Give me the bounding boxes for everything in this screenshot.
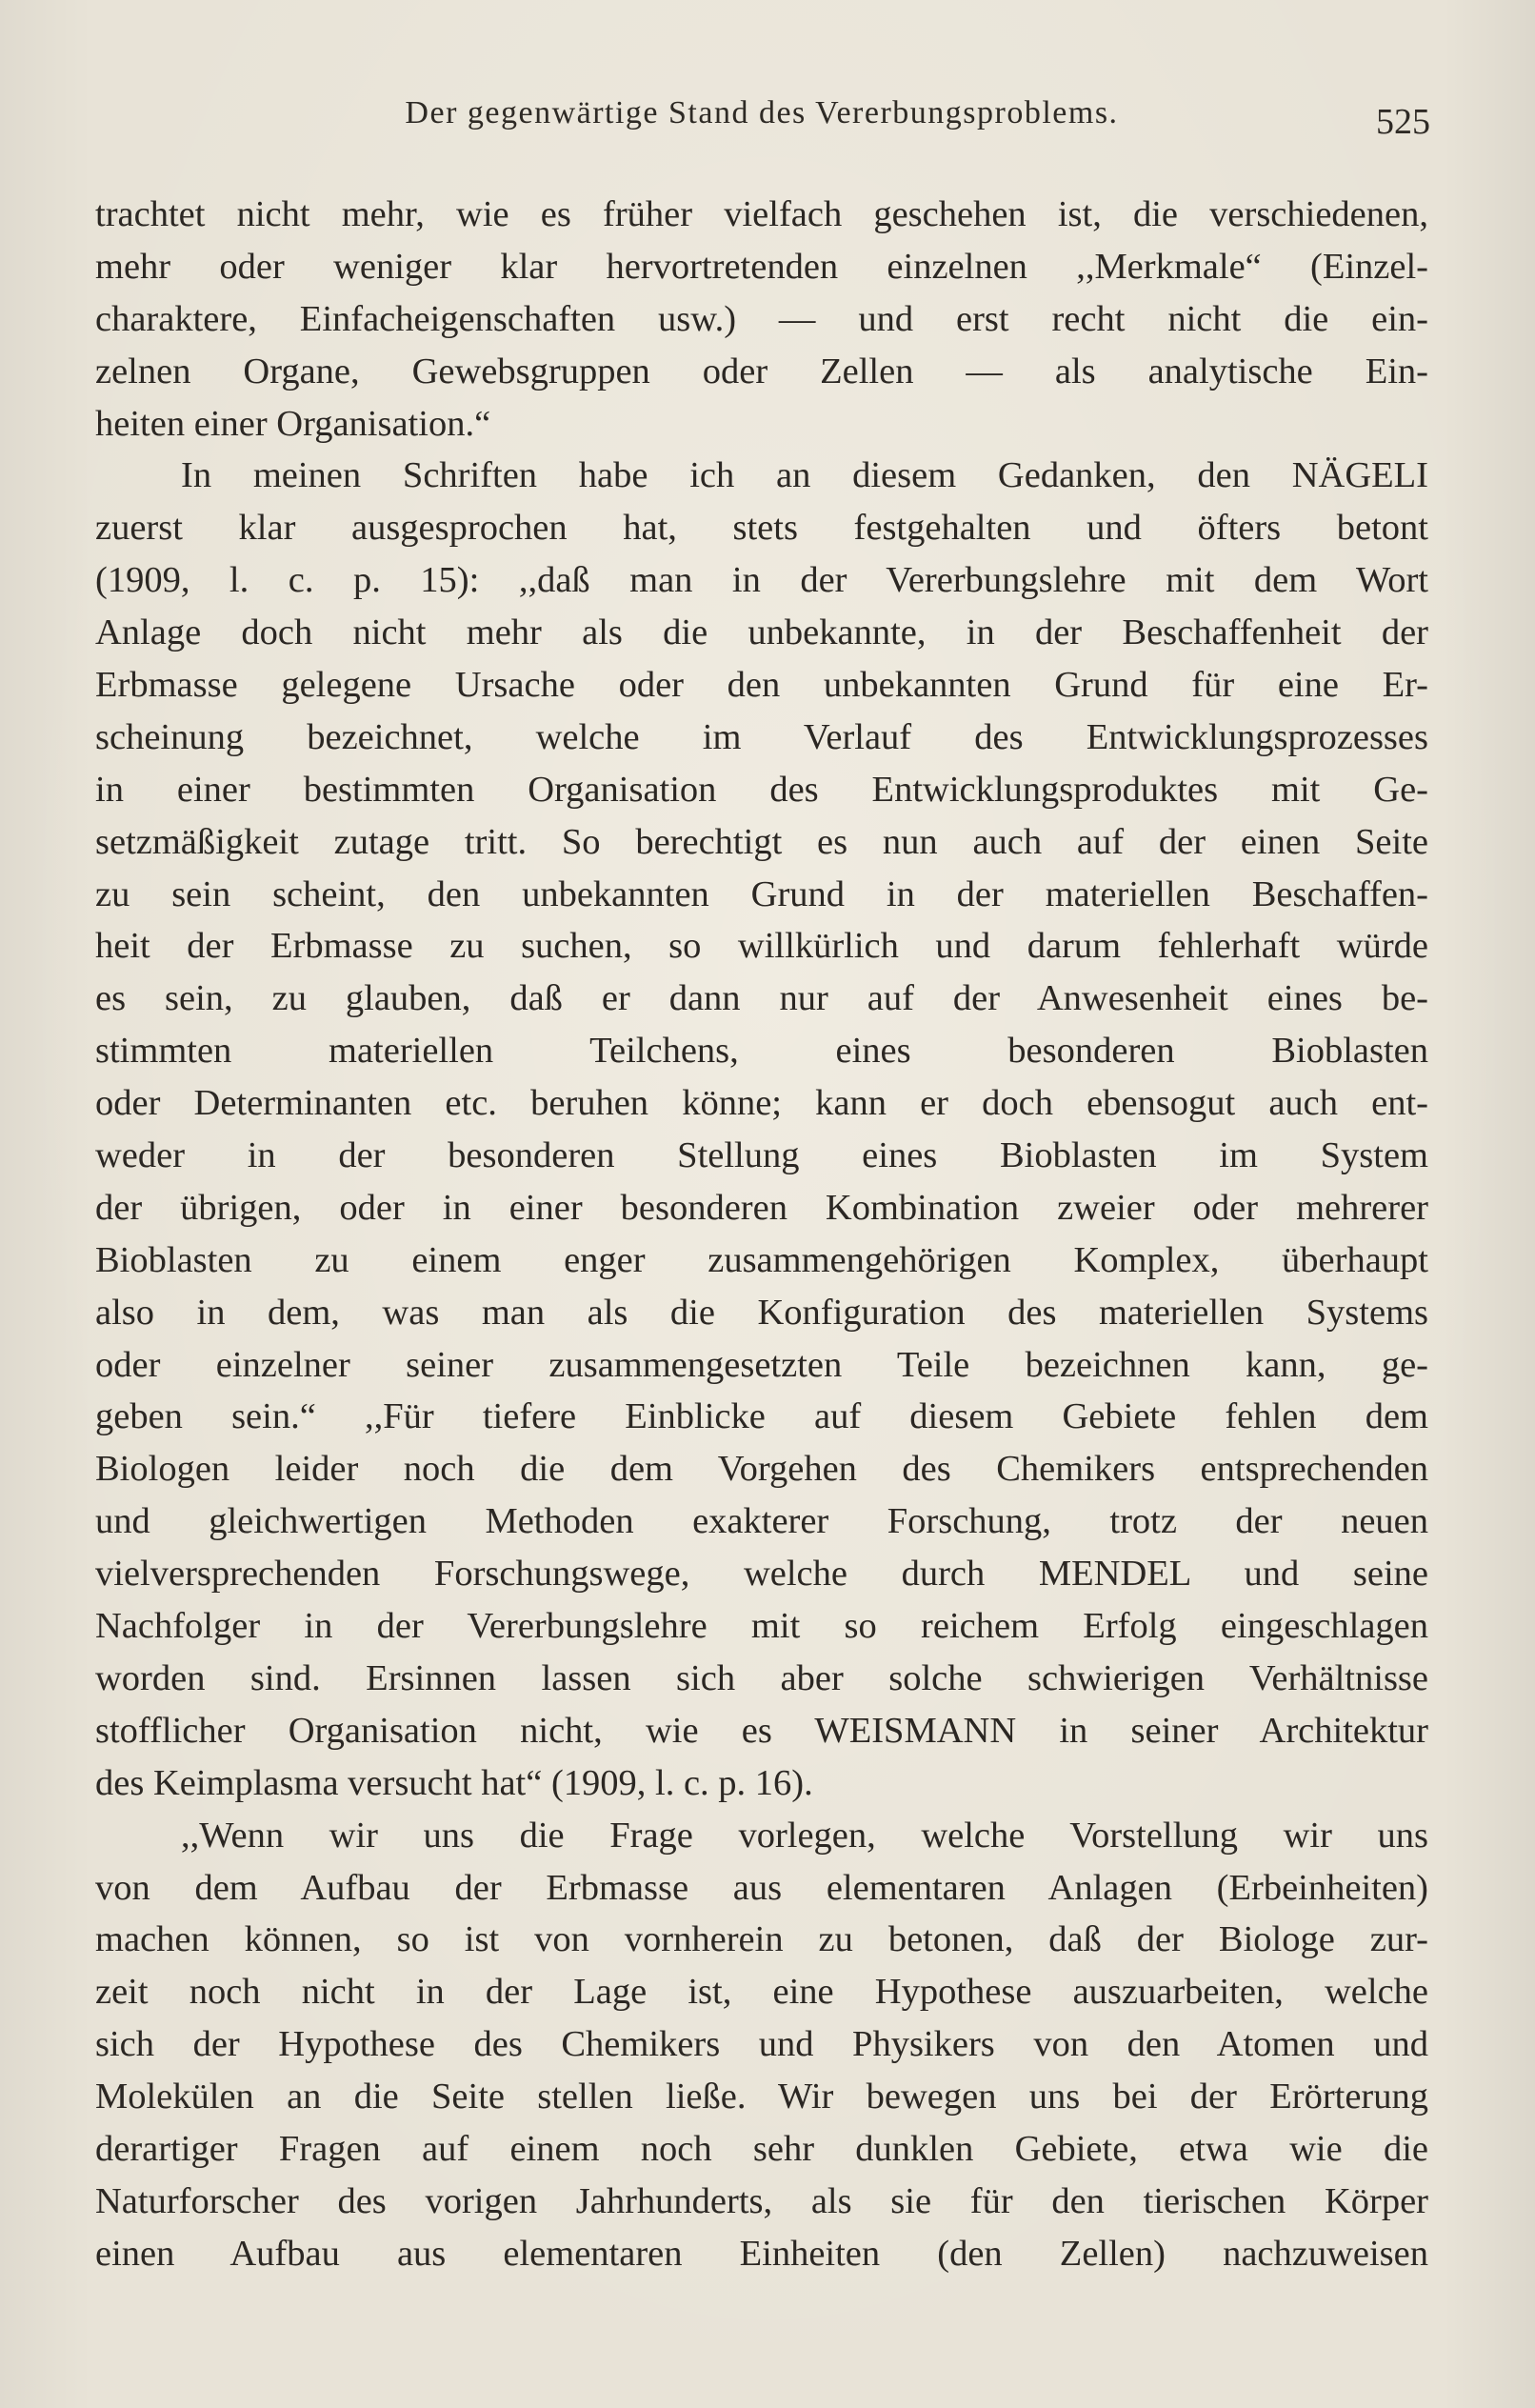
text-line: stofflicher Organisation nicht, wie es WEISMANN in seiner Architektur: [95, 1710, 1428, 1751]
text-line: derartiger Fragen auf einem noch sehr dunklen Gebiete, etwa wie die: [95, 2128, 1428, 2169]
text-line: setzmäßigkeit zutage tritt. So berechtigt es nun auch auf der einen Seite: [95, 821, 1428, 862]
text-line: oder einzelner seiner zusammengesetzten Teile bezeichnen kann, ge-: [95, 1344, 1428, 1385]
body-text: [95, 189, 1428, 2280]
page-number: 525: [1376, 102, 1430, 142]
text-line: heiten einer Organisation.“: [95, 403, 491, 444]
text-line: zuerst klar ausgesprochen hat, stets festgehalten und öfters betont: [95, 508, 1428, 549]
text-line: machen können, so ist von vornherein zu betonen, daß der Biologe zur-: [95, 1919, 1428, 1960]
running-title: Der gegenwärtige Stand des Vererbungsproblems.: [405, 95, 1119, 130]
text-line: Erbmasse gelegene Ursache oder den unbekannten Grund für eine Er-: [95, 665, 1428, 706]
text-line: in einer bestimmten Organisation des Entwicklungsproduktes mit Ge-: [95, 769, 1428, 810]
text-line: oder Determinanten etc. beruhen könne; kann er doch ebensogut auch ent-: [95, 1083, 1428, 1124]
text-line: (1909, l. c. p. 15): ,,daß man in der Vererbungslehre mit dem Wort: [95, 560, 1428, 601]
text-line: In meinen Schriften habe ich an diesem Gedanken, den NÄGELI: [181, 455, 1428, 496]
text-line: des Keimplasma versucht hat“ (1909, l. c. p. 16).: [95, 1762, 813, 1803]
text-line: stimmten materiellen Teilchens, eines besonderen Bioblasten: [95, 1031, 1428, 1072]
text-line: Anlage doch nicht mehr als die unbekannte, in der Beschaffenheit der: [95, 612, 1428, 653]
text-line: zelnen Organe, Gewebsgruppen oder Zellen — als analytische Ein-: [95, 351, 1428, 391]
text-line: und gleichwertigen Methoden exakterer Forschung, trotz der neuen: [95, 1501, 1428, 1542]
text-line: Nachfolger in der Vererbungslehre mit so reichem Erfolg eingeschlagen: [95, 1606, 1428, 1647]
running-head: [95, 88, 1428, 145]
text-line: worden sind. Ersinnen lassen sich aber solche schwierigen Verhältnisse: [95, 1657, 1428, 1698]
text-line: mehr oder weniger klar hervortretenden einzelnen ,,Merkmale“ (Einzel-: [95, 246, 1428, 287]
text-line: zu sein scheint, den unbekannten Grund in der materiellen Beschaffen-: [95, 873, 1428, 914]
text-line: ,,Wenn wir uns die Frage vorlegen, welche Vorstellung wir uns: [181, 1815, 1428, 1856]
text-line: Biologen leider noch die dem Vorgehen des Chemikers entsprechenden: [95, 1449, 1428, 1490]
text-line: scheinung bezeichnet, welche im Verlauf des Entwicklungsprozesses: [95, 716, 1428, 757]
text-line: heit der Erbmasse zu suchen, so willkürlich und darum fehlerhaft würde: [95, 926, 1428, 967]
text-line: geben sein.“ ,,Für tiefere Einblicke auf diesem Gebiete fehlen dem: [95, 1396, 1428, 1437]
text-line: charaktere, Einfacheigenschaften usw.) — und erst recht nicht die ein-: [95, 298, 1428, 339]
text-line: einen Aufbau aus elementaren Einheiten (den Zellen) nachzuweisen: [95, 2233, 1428, 2274]
text-line: es sein, zu glauben, daß er dann nur auf der Anwesenheit eines be-: [95, 978, 1428, 1019]
text-line: vielversprechenden Forschungswege, welche durch MENDEL und seine: [95, 1554, 1428, 1595]
text-line: trachtet nicht mehr, wie es früher vielfach geschehen ist, die verschiedenen,: [95, 194, 1428, 234]
text-line: Bioblasten zu einem enger zusammengehörigen Komplex, überhaupt: [95, 1239, 1428, 1280]
text-line: sich der Hypothese des Chemikers und Physikers von den Atomen und: [95, 2024, 1428, 2065]
text-line: weder in der besonderen Stellung eines Bioblasten im System: [95, 1135, 1428, 1176]
text-line: von dem Aufbau der Erbmasse aus elementaren Anlagen (Erbeinheiten): [95, 1867, 1428, 1908]
text-line: Naturforscher des vorigen Jahrhunderts, als sie für den tierischen Körper: [95, 2180, 1428, 2221]
text-line: also in dem, was man als die Konfiguration des materiellen Systems: [95, 1292, 1428, 1333]
text-line: der übrigen, oder in einer besonderen Kombination zweier oder mehrerer: [95, 1187, 1428, 1228]
text-line: zeit noch nicht in der Lage ist, eine Hypothese auszuarbeiten, welche: [95, 1972, 1428, 2013]
text-line: Molekülen an die Seite stellen ließe. Wir bewegen uns bei der Erörterung: [95, 2077, 1428, 2117]
